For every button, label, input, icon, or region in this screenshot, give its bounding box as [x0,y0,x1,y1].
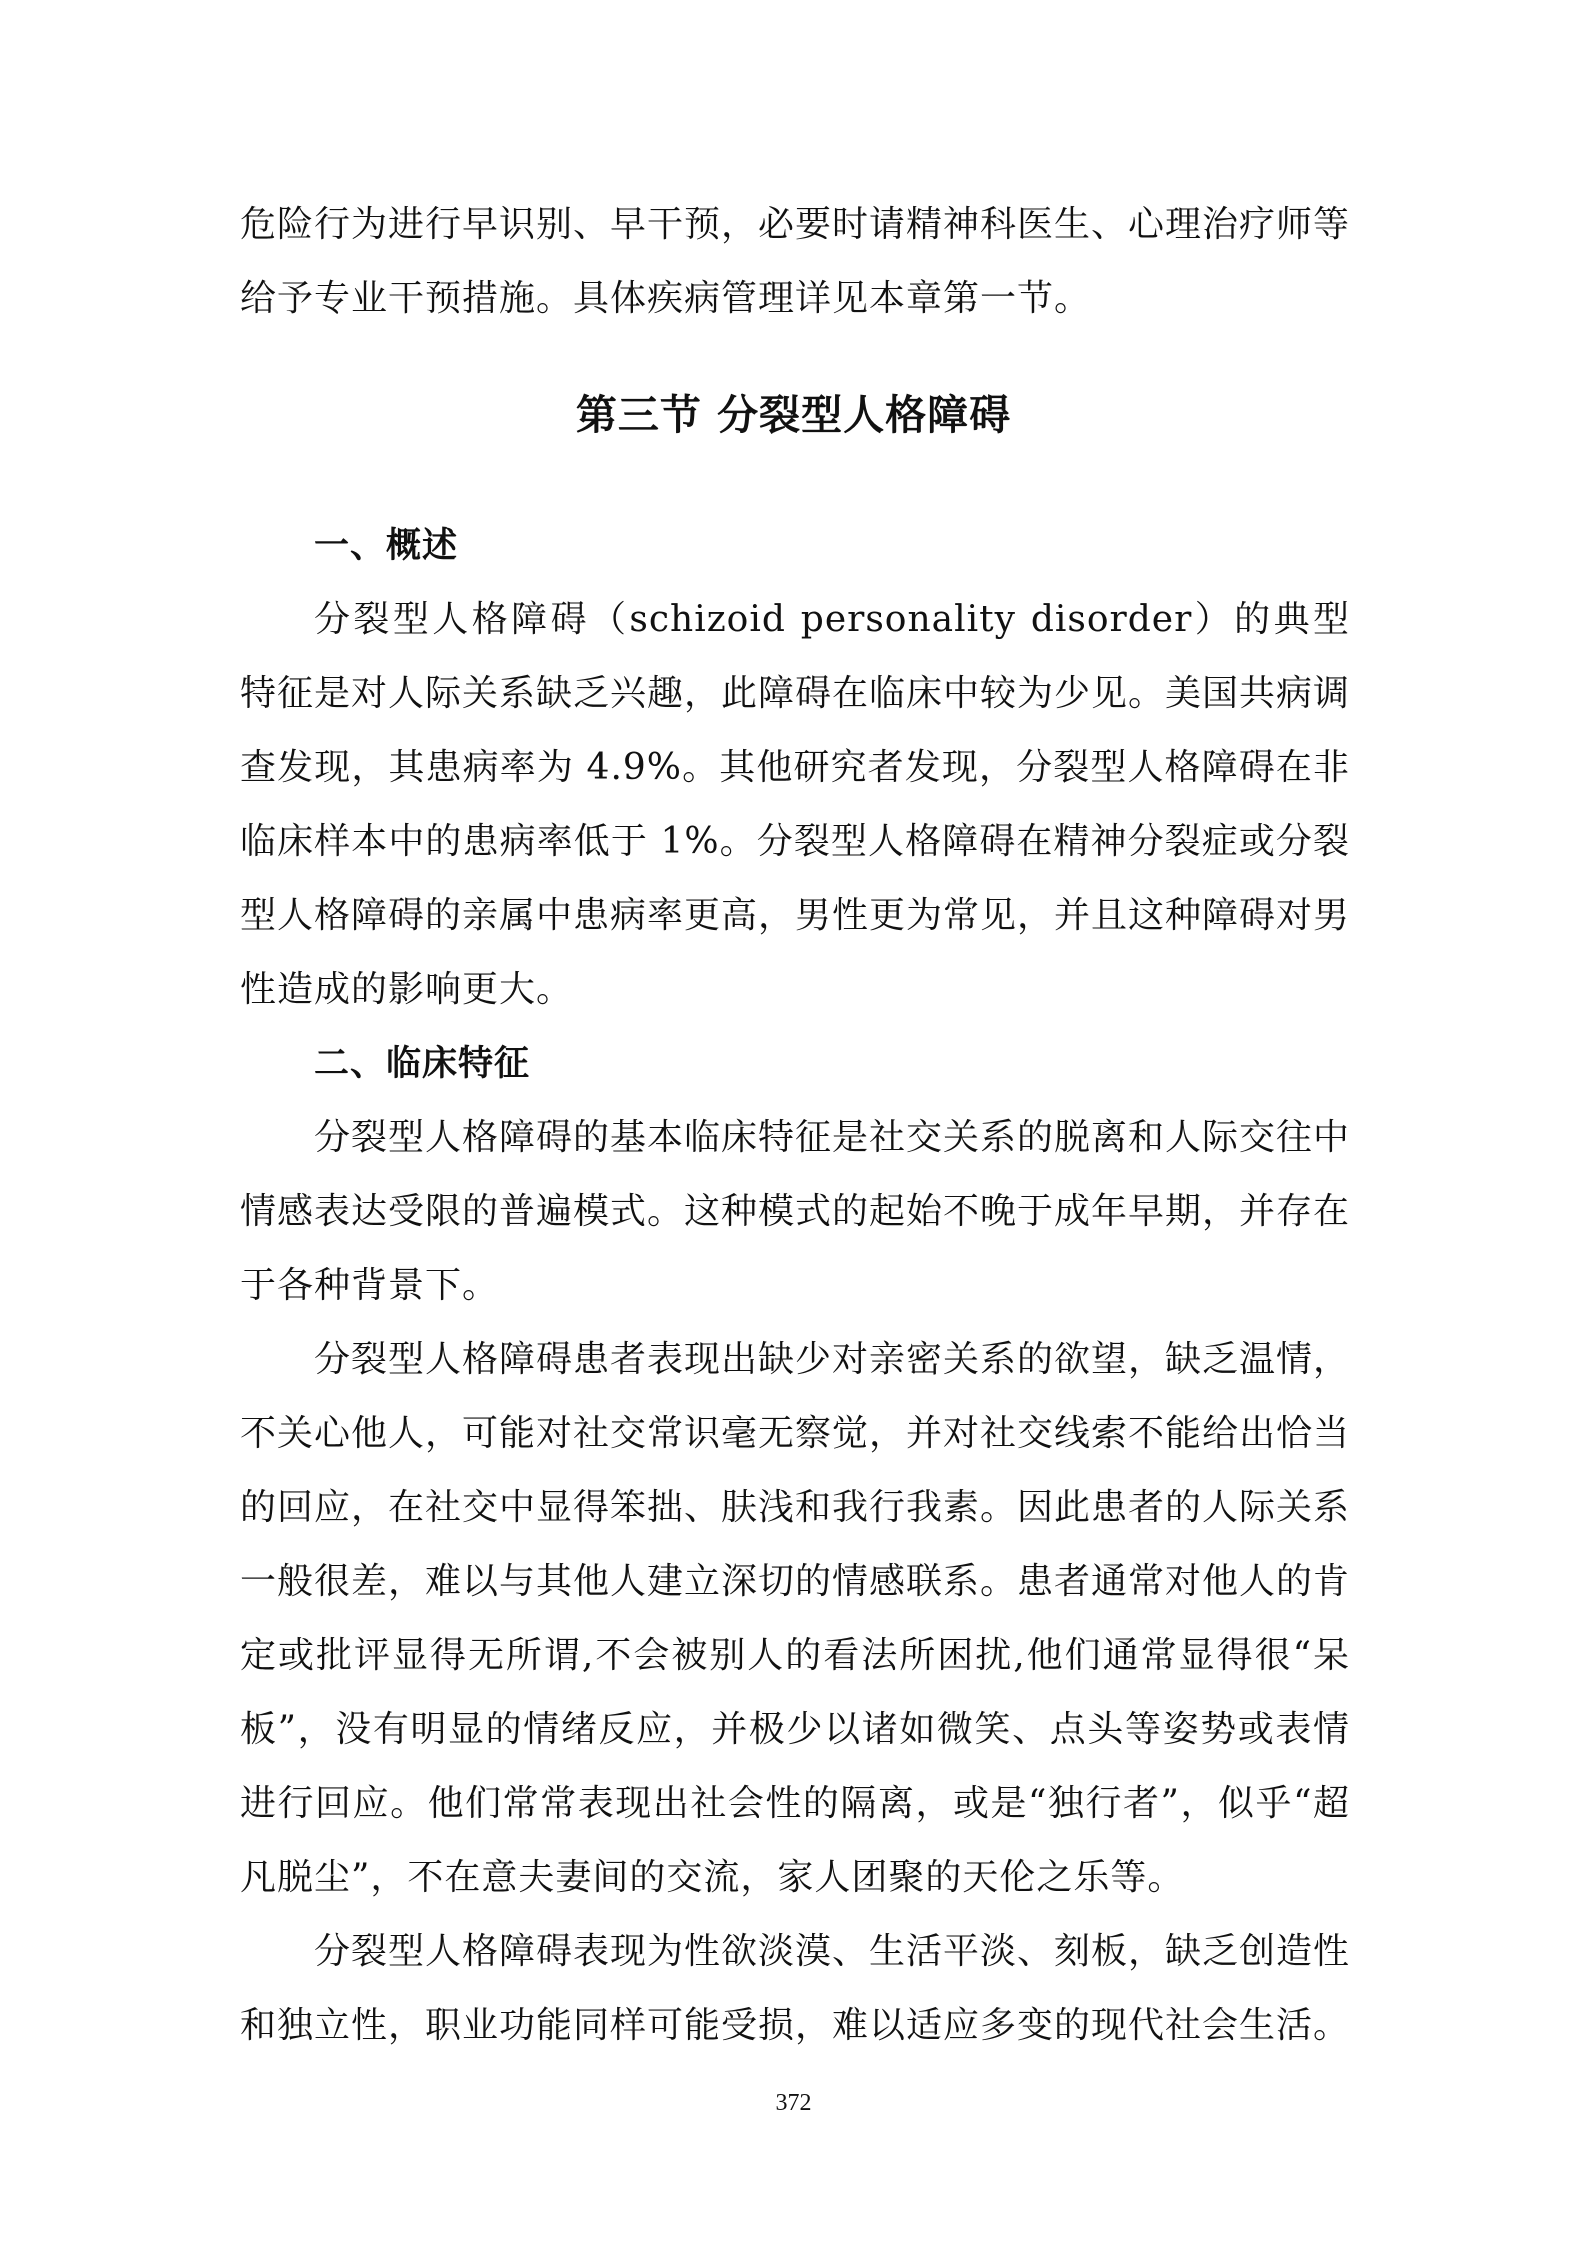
overview-paragraph: 分裂型人格障碍（schizoid personality disorder）的典型特征是对人际关系缺乏兴趣，此障碍在临床中较为少见。美国共病调查发现，其患病率为 4.9%。其他研究者发现，分裂型人格障碍在非临床样本中的患病率低于 1%。分裂型人格障碍在精神分裂症或分裂型人格障碍的亲属中患病率更高，男性更为常见，并且这种障碍对男性造成的影响更大。 [240,599,1351,1010]
clinical-paragraph-1: 分裂型人格障碍的基本临床特征是社交关系的脱离和人际交往中情感表达受限的普遍模式。这种模式的起始不晚于成年早期，并存在于各种背景下。 [240,1117,1351,1306]
page-number: 372 [775,2090,812,2116]
clinical-paragraph-2: 分裂型人格障碍患者表现出缺少对亲密关系的欲望，缺乏温情，不关心他人，可能对社交常识毫无察觉，并对社交线索不能给出恰当的回应，在社交中显得笨拙、肤浅和我行我素。因此患者的人际关系一般很差，难以与其他人建立深切的情感联系。患者通常对他人的肯定或批评显得无所谓,不会被别人的看法所困扰,他们通常显得很“呆板”，没有明显的情绪反应，并极少以诸如微笑、点头等姿势或表情进行回应。他们常常表现出社会性的隔离，或是“独行者”，似乎“超凡脱尘”，不在意夫妻间的交流，家人团聚的天伦之乐等。 [240,1339,1351,1898]
clinical-paragraph-3: 分裂型人格障碍表现为性欲淡漠、生活平淡、刻板，缺乏创造性和独立性，职业功能同样可能受损，难以适应多变的现代社会生活。 [240,1931,1351,2046]
continuation-block [240,188,1350,336]
overview-heading: 一、概述 [314,526,459,566]
main-body [240,509,1350,2063]
section-title: 第三节 分裂型人格障碍 [575,391,1012,439]
clinical-heading: 二、临床特征 [314,1044,531,1084]
continuation-paragraph: 危险行为进行早识别、早干预，必要时请精神科医生、心理治疗师等给予专业干预措施。具体疾病管理详见本章第一节。 [240,204,1351,319]
